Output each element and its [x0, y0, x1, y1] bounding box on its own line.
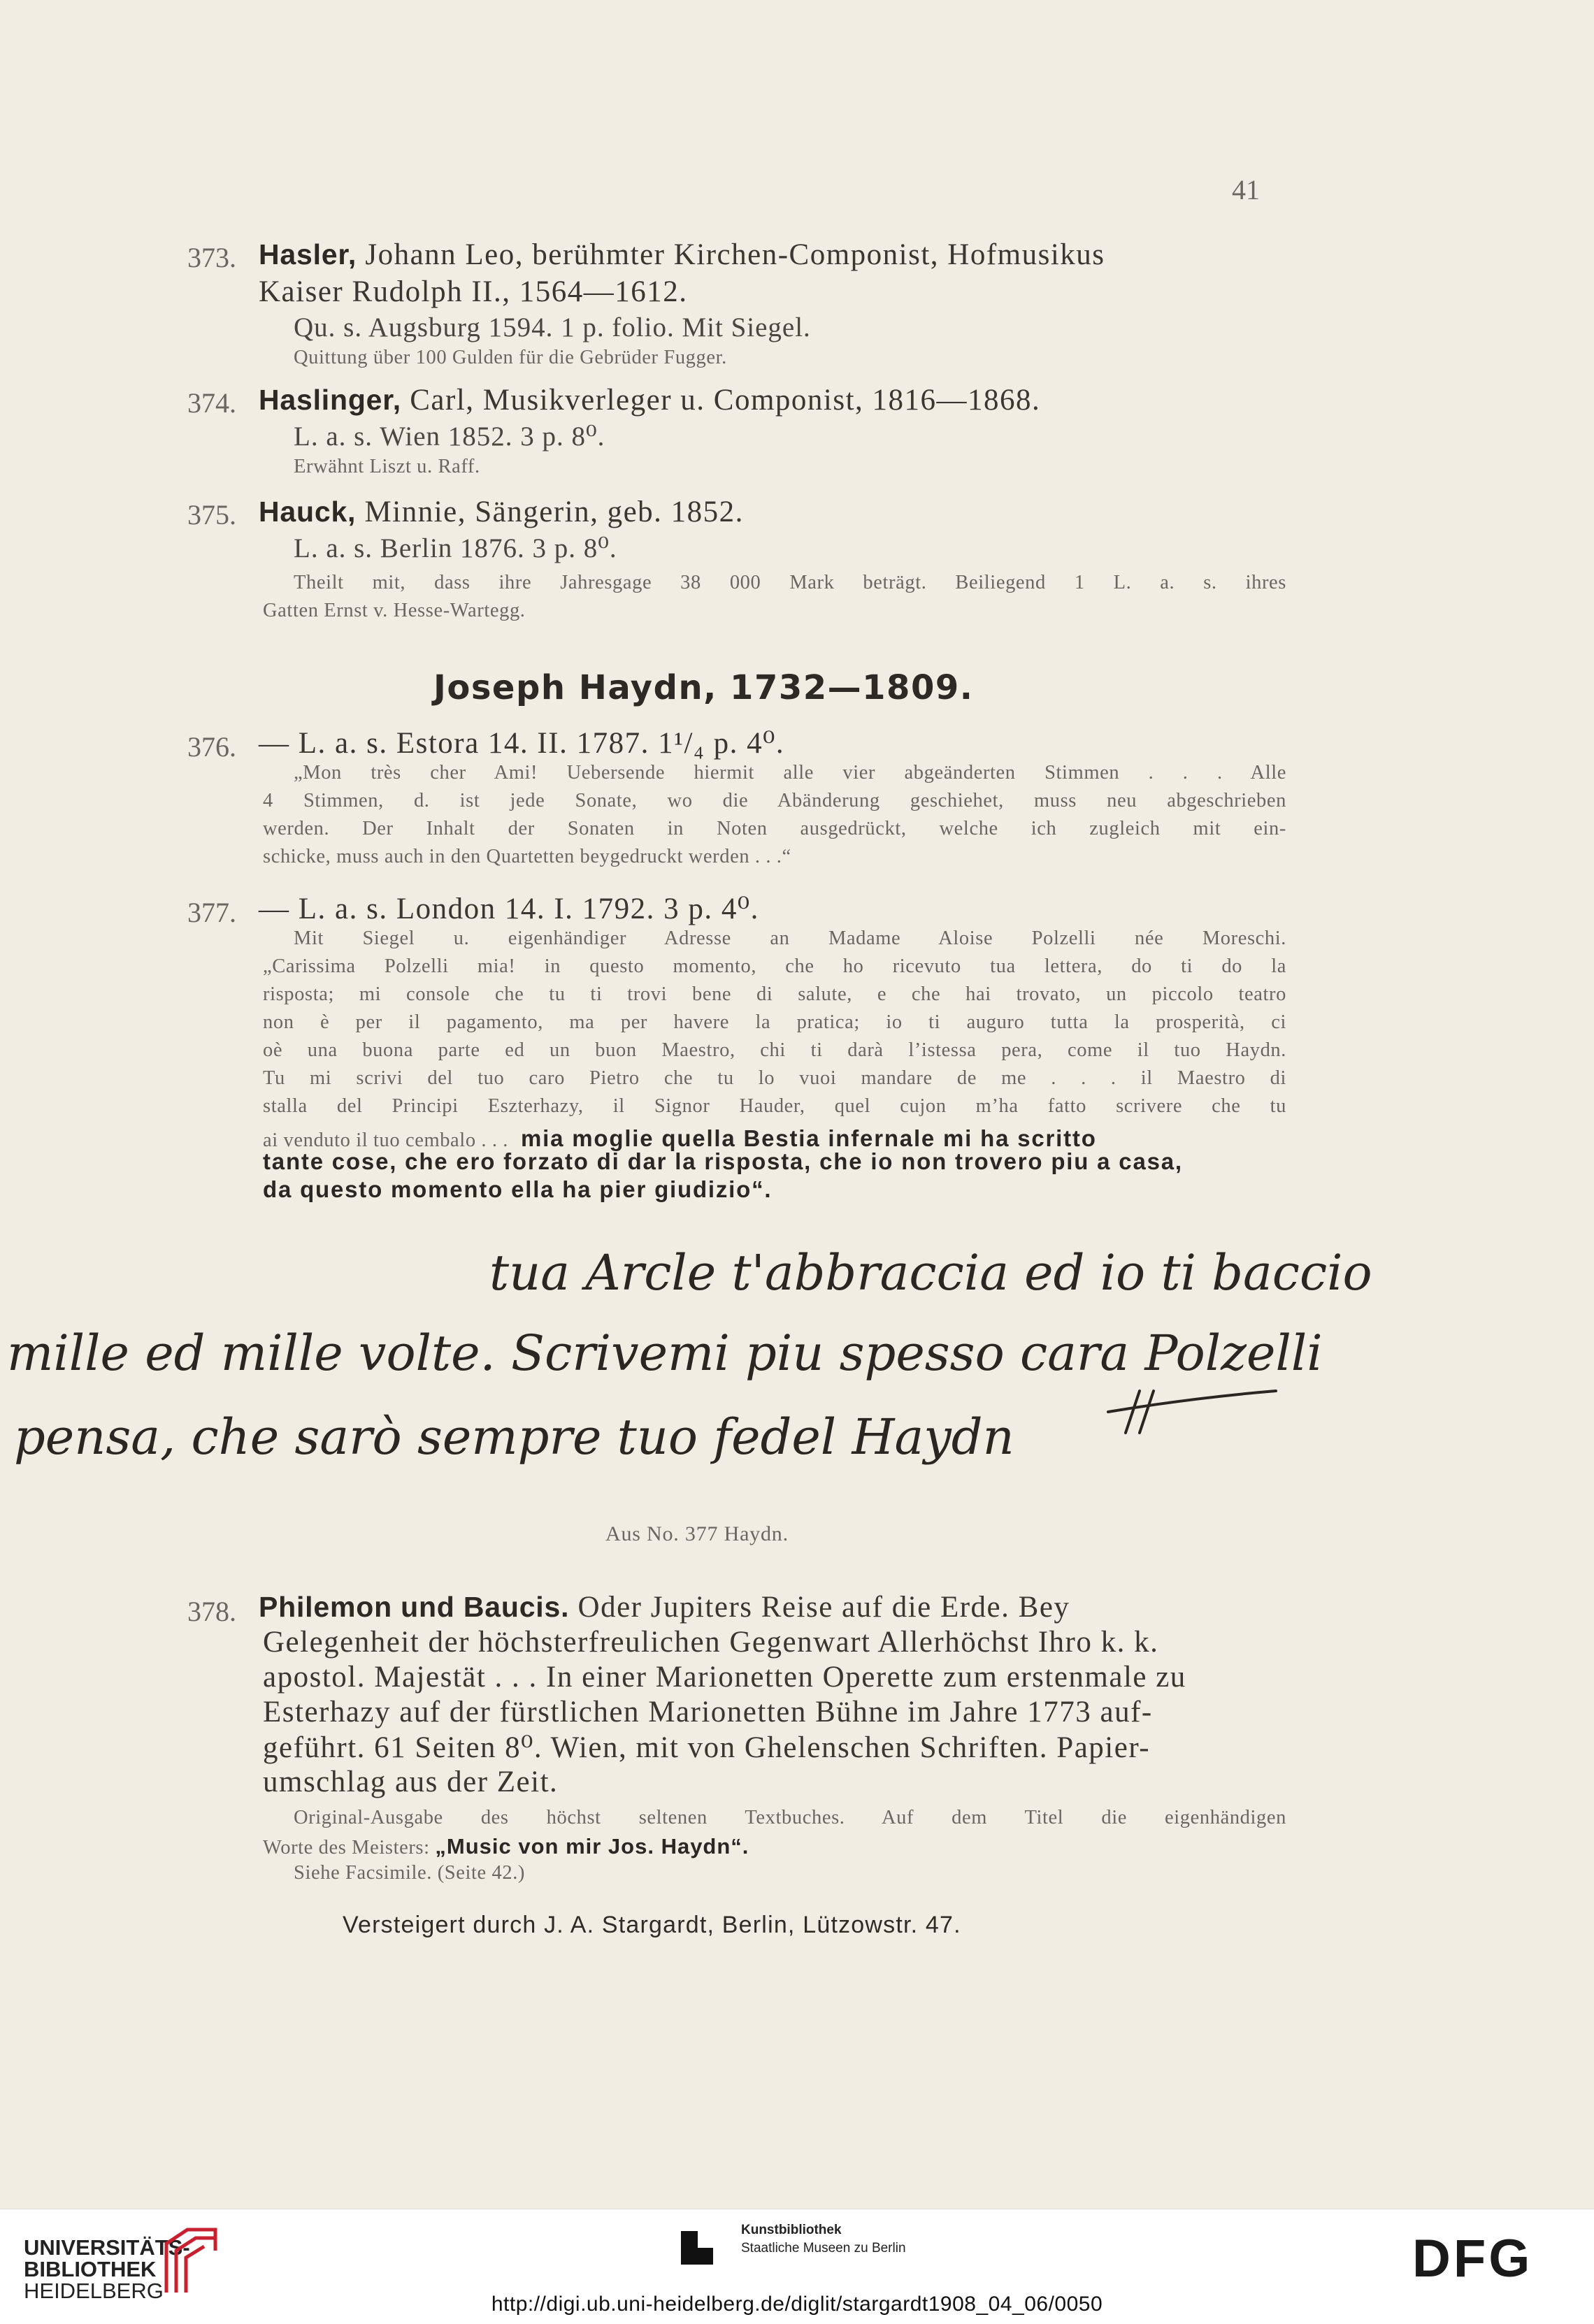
kunstbibliothek-logo-icon [678, 2224, 721, 2267]
entry-375-line [259, 495, 744, 529]
facsimile-caption: Aus No. 377 Haydn. [605, 1522, 789, 1545]
entry-377-bold-1: tante cose, che ero forzato di dar la risposta, che io non trovero piu a casa, [263, 1148, 1183, 1174]
handwriting-line-2: mille ed mille volte. Scrivemi piu spesso cara Polzelli [7, 1325, 1323, 1382]
entry-378-note-2-text: Worte des Meisters: [263, 1837, 436, 1859]
entry-number: 378. [187, 1596, 236, 1627]
ub-line: UNIVERSITÄTS- [24, 2235, 190, 2260]
entry-377-quote-2: „Carissima Polzelli mia! in questo momento, che ho ricevuto tua lettera, do ti do la [263, 955, 1286, 977]
entry-text: Johann Leo, berühmter Kirchen-Componist, Hofmusikus [357, 238, 1105, 271]
handwriting-facsimile [0, 1223, 1594, 1517]
entry-text: Carl, Musikverleger u. Componist, 1816—1868. [401, 384, 1041, 417]
ub-line: BIBLIOTHEK [24, 2257, 157, 2281]
handwriting-line-1: tua Arcle t'abbraccia ed io ti baccio [489, 1244, 1372, 1301]
entry-378-line [259, 1590, 1070, 1624]
entry-375-desc: L. a. s. Berlin 1876. 3 p. 8⁰. [294, 533, 617, 563]
entry-373-note: Quittung über 100 Gulden für die Gebrüder Fugger. [294, 347, 727, 368]
entry-377-quote-1: Mit Siegel u. eigenhändiger Adresse an Madame Aloise Polzelli née Moreschi. [294, 928, 1286, 949]
entry-number: 373. [187, 242, 236, 273]
entry-376-quote-3: werden. Der Inhalt der Sonaten in Noten ausgedrückt, welche ich zugleich mit ein- [263, 818, 1286, 839]
entry-374-line [259, 383, 1040, 417]
entry-text: Oder Jupiters Reise auf die Erde. Bey [569, 1591, 1070, 1624]
entry-378-note-2-bold: „Music von mir Jos. Haydn“. [435, 1834, 749, 1859]
entry-number: 375. [187, 499, 236, 531]
dfg-logo: DFG [1412, 2229, 1533, 2288]
entry-373-line2: Kaiser Rudolph II., 1564—1612. [259, 275, 688, 308]
auction-footer: Versteigert durch J. A. Stargardt, Berlin, Lützowstr. 47. [343, 1912, 961, 1938]
entry-377-quote-5: oè una buona parte ed un buon Maestro, chi ti darà l’istessa pera, come il tuo Haydn. [263, 1039, 1286, 1061]
entry-number: 376. [187, 731, 236, 763]
entry-378-line-4: Esterhazy auf der fürstlichen Marionetten Bühne im Jahre 1773 auf- [263, 1696, 1153, 1728]
entry-name: Hauck, [259, 496, 357, 528]
entry-377-quote-7: stalla del Principi Eszterhazy, il Signor Hauder, quel cujon m’ha fatto scrivere che tu [263, 1095, 1286, 1117]
kunstbibliothek-text [741, 2221, 906, 2258]
entry-377-quote-4: non è per il pagamento, ma per havere la pratica; io ti auguro tutta la prosperità, ci [263, 1011, 1286, 1033]
entry-378-line-5: geführt. 61 Seiten 8⁰. Wien, mit von Ghelenschen Schriften. Papier- [263, 1731, 1151, 1764]
section-heading: Joseph Haydn, 1732—1809. [433, 668, 974, 707]
handwriting-line-3: pensa, che sarò sempre tuo fedel Haydn [14, 1408, 1014, 1466]
entry-376-quote-1: „Mon très cher Ami! Uebersende hiermit alle vier abgeänderten Stimmen . . . Alle [294, 762, 1286, 784]
entry-374-desc: L. a. s. Wien 1852. 3 p. 8⁰. [294, 421, 605, 452]
entry-377-quote-6: Tu mi scrivi del tuo caro Pietro che tu lo vuoi mandare de me . . . il Maestro di [263, 1067, 1286, 1089]
entry-377-bold-2: da questo momento ella ha pier giudizio“. [263, 1176, 773, 1202]
entry-number: 374. [187, 387, 236, 419]
entry-number: 377. [187, 897, 236, 928]
ub-line: HEIDELBERG [24, 2279, 164, 2303]
entry-376-quote-2: 4 Stimmen, d. ist jede Sonate, wo die Abänderung geschiehet, muss neu abgeschrieben [263, 790, 1286, 811]
entry-373-line [259, 238, 1105, 272]
ub-logo-icon [159, 2223, 222, 2300]
entry-373-desc: Qu. s. Augsburg 1594. 1 p. folio. Mit Siegel. [294, 312, 811, 342]
entry-375-note-1: Theilt mit, dass ihre Jahresgage 38 000 Mark beträgt. Beiliegend 1 L. a. s. ihres [294, 572, 1286, 593]
entry-name: Haslinger, [259, 384, 401, 416]
kb-subtitle: Staatliche Museen zu Berlin [741, 2241, 906, 2256]
entry-name: Hasler, [259, 238, 357, 270]
entry-377-quote-3: risposta; mi console che tu ti trovi bene di salute, e che hai trovato, un piccolo teatro [263, 983, 1286, 1005]
entry-378-line-2: Gelegenheit der höchsterfreulichen Gegenwart Allerhöchst Ihro k. k. [263, 1626, 1159, 1659]
entry-377-line: — L. a. s. London 14. I. 1792. 3 p. 4⁰. [259, 893, 759, 925]
entry-376-line: — L. a. s. Estora 14. II. 1787. 1¹/₄ p. 4⁰. [259, 727, 785, 760]
entry-378-line-6: umschlag aus der Zeit. [263, 1766, 559, 1798]
entry-375-note-2: Gatten Ernst v. Hesse-Wartegg. [263, 600, 526, 621]
entry-378-note-3: Siehe Facsimile. (Seite 42.) [294, 1862, 526, 1884]
entry-376-quote-4: schicke, muss auch in den Quartetten beygedruckt werden . . .“ [263, 846, 791, 867]
entry-378-note-2 [263, 1834, 749, 1859]
entry-374-note: Erwähnt Liszt u. Raff. [294, 456, 480, 477]
entry-title: Philemon und Baucis. [259, 1591, 570, 1623]
entry-378-note-1: Original-Ausgabe des höchst seltenen Textbuches. Auf dem Titel die eigenhändigen [294, 1807, 1286, 1828]
kb-title: Kunstbibliothek [741, 2223, 842, 2237]
page-number: 41 [1232, 174, 1260, 205]
entry-377-bold-inline: mia moglie quella Bestia infernale mi ha scritto [521, 1125, 1097, 1151]
entry-378-line-3: apostol. Majestät . . . In einer Marionetten Operette zum erstenmale zu [263, 1661, 1186, 1694]
entry-text: Minnie, Sängerin, geb. 1852. [356, 496, 744, 528]
source-url-link[interactable]: http://digi.ub.uni-heidelberg.de/diglit/stargardt1908_04_06/0050 [491, 2293, 1103, 2316]
entry-377-quote-8-text: ai venduto il tuo cembalo . . . [263, 1129, 509, 1151]
